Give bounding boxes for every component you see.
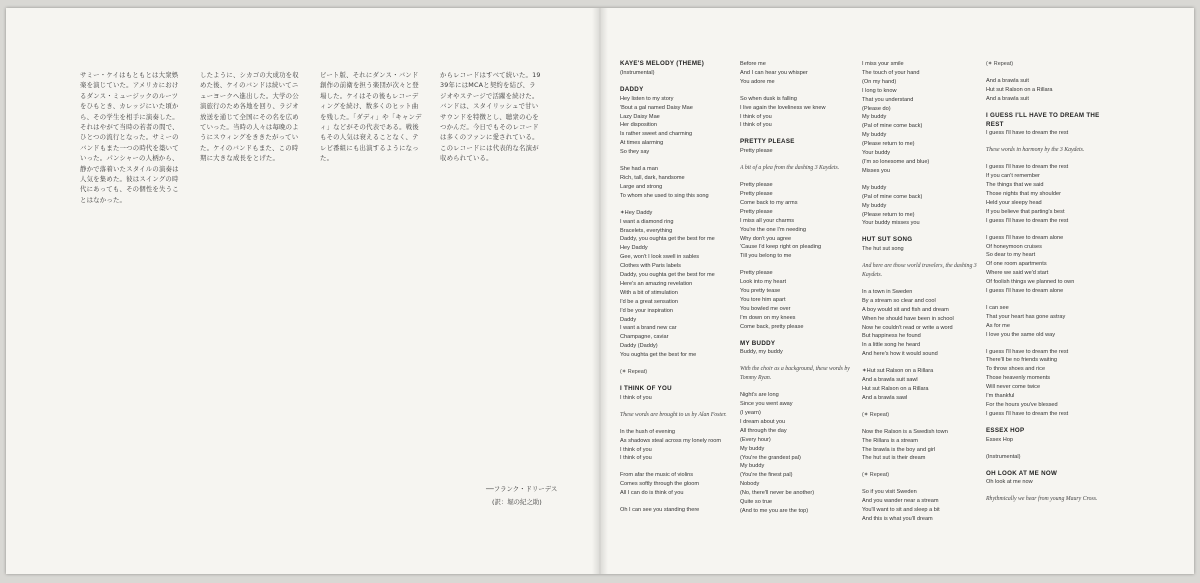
lyric-line: Hut sut Ralson on a Rillara — [986, 86, 1053, 93]
song-title: HUT SUT SONG — [862, 236, 913, 244]
lyric-line: (No, there'll never be another) — [740, 490, 815, 497]
lyric-line: Now he couldn't read or write a word — [862, 324, 953, 331]
lyric-line: Champagne, caviar — [620, 334, 669, 341]
lyric-line: You'll want to sit and sleep a bit — [862, 507, 940, 514]
translator-signature: ──フランク・ドリーデス — [486, 485, 558, 493]
line-spacer — [862, 280, 980, 288]
line-spacer — [986, 138, 1104, 146]
line-spacer — [862, 420, 980, 428]
lyric-line: ✶Hey Daddy — [620, 209, 653, 216]
performer-note: These words in harmony by the 3 Kaydets. — [986, 147, 1085, 154]
lyric-line: Now the Ralson is a Swedish town — [862, 428, 948, 435]
repeat-marker: (✶ Repeat) — [620, 369, 647, 376]
lyric-line: I'd be a great sensation — [620, 298, 678, 305]
lyric-line: Will never come twice — [986, 384, 1041, 391]
line-spacer — [862, 403, 980, 411]
lyric-line: 'Cause I'd keep right on pleading — [740, 244, 822, 251]
lyric-line: (I yearn) — [740, 410, 761, 416]
line-spacer — [740, 156, 858, 164]
lyric-line: Her disposition — [620, 122, 657, 129]
repeat-marker: (✶ Repeat) — [862, 411, 889, 418]
lyric-line: All through the day — [740, 427, 787, 434]
lyric-line: I'd be your inspiration — [620, 307, 673, 314]
lyric-line: I'm down on my knees — [740, 314, 796, 321]
lyric-line: Come back, pretty please — [740, 323, 804, 330]
lyric-line: (Pal of mine come back) — [862, 193, 923, 200]
lyric-line: Essex Hop — [986, 436, 1014, 443]
lyric-line: Till you belong to me — [740, 253, 792, 260]
lyric-line: In a little song he heard — [862, 342, 921, 349]
liner-notes-column-1 — [80, 70, 182, 550]
lyric-line: My buddy — [862, 202, 887, 209]
line-spacer — [986, 226, 1104, 234]
lyric-line: Daddy, you oughta get the best for me — [620, 272, 715, 279]
lyric-line: I guess I'll have to dream alone — [986, 234, 1064, 241]
song-title: KAYE'S MELODY (THEME) — [620, 60, 705, 67]
lyric-line: I miss your smile — [862, 61, 904, 67]
lyric-line: Your buddy misses you — [862, 220, 920, 227]
performer-note: Rhythmically we hear from young Maury Cross. — [986, 496, 1098, 503]
lyric-line: (Instrumental) — [986, 453, 1021, 460]
lyric-line: You're the one I'm needing — [740, 226, 806, 233]
lyric-line: (Please do) — [862, 105, 891, 112]
lyric-line: When he should have been in school — [862, 315, 954, 322]
lyric-line: I guess I'll have to dream the rest — [986, 217, 1069, 224]
lyric-line: At times alarming — [620, 140, 664, 147]
repeat-marker: (✶ Repeat) — [986, 61, 1013, 67]
lyric-line: I want a diamond ring — [620, 218, 674, 225]
performer-note: With the choir as a background, these words by Tommy Ryan. — [740, 366, 850, 382]
lyric-line: Rich, tall, dark, handsome — [620, 174, 685, 181]
line-spacer — [740, 332, 858, 340]
lyrics-column-1 — [620, 60, 738, 570]
line-spacer — [862, 254, 980, 262]
lyric-line: To throw shoes and rice — [986, 366, 1046, 373]
lyric-line: In a town in Sweden — [862, 288, 913, 295]
lyric-line: To whom she used to sing this song — [620, 192, 709, 199]
line-spacer — [620, 403, 738, 411]
line-spacer — [862, 480, 980, 488]
lyric-line: In the hush of evening — [620, 428, 676, 435]
lyric-line: I guess I'll have to dream alone — [986, 288, 1064, 295]
lyric-line: I think of you — [740, 122, 772, 129]
lyric-line: The hut sut song — [862, 246, 904, 253]
liner-notes-column-2 — [200, 70, 302, 550]
lyric-line: All I can do is think of you — [620, 490, 684, 497]
lyric-line: Gee, won't I look swell in sables — [620, 254, 700, 261]
lyric-line: Pretty please — [740, 208, 773, 215]
lyric-line: I think of you — [620, 455, 652, 462]
lyric-line: And a brawla suit sawl — [862, 377, 918, 384]
lyric-line: For the hours you've blessed — [986, 402, 1058, 408]
lyric-line: I live again the loveliness we knew — [740, 104, 826, 111]
lyric-line: The brawla is the boy and girl — [862, 446, 936, 453]
song-title: DADDY — [620, 85, 644, 93]
line-spacer — [740, 173, 858, 181]
lyric-line: The hut sut is their dream — [862, 455, 926, 462]
lyric-line: Since you went away — [740, 401, 793, 408]
lyric-line: My buddy — [862, 184, 887, 191]
lyric-line: And a brawla sawl — [862, 394, 908, 401]
lyric-line: (Please return to me) — [862, 211, 915, 218]
line-spacer — [986, 419, 1104, 427]
song-title: OH LOOK AT ME NOW — [986, 469, 1058, 477]
lyrics-column-3 — [862, 60, 980, 570]
liner-notes-column-3 — [320, 70, 422, 550]
lyric-line: ✶Hut sut Ralson on a Rillara — [862, 368, 934, 375]
lyric-line: You bowled me over — [740, 305, 791, 312]
lyric-line: Lazy Daisy Mae — [620, 113, 660, 120]
song-title: ESSEX HOP — [986, 426, 1025, 434]
line-spacer — [620, 157, 738, 165]
repeat-marker: (✶ Repeat) — [862, 472, 889, 479]
lyric-line: Daddy (Daddy) — [620, 343, 658, 350]
lyric-line: (And to me you are the top) — [740, 507, 809, 514]
lyric-line: I can see — [986, 304, 1009, 311]
line-spacer — [986, 296, 1104, 304]
lyric-line: I guess I'll have to dream the rest — [986, 130, 1069, 137]
lyric-line: My buddy — [740, 445, 765, 452]
lyric-line: Here's an amazing revelation — [620, 280, 693, 287]
line-spacer — [620, 201, 738, 209]
line-spacer — [986, 104, 1104, 112]
lyric-line: I dream about you — [740, 418, 786, 425]
lyric-line: Large and strong — [620, 183, 663, 190]
lyric-line: Look into my heart — [740, 279, 787, 286]
lyric-line: Daddy — [620, 316, 637, 323]
lyric-line: Come back to my arms — [740, 199, 798, 206]
song-title: PRETTY PLEASE — [740, 138, 795, 146]
lyric-line: By a stream so clear and cool — [862, 297, 936, 304]
lyric-line: (You're the grandest pal) — [740, 454, 801, 461]
lyric-line: Oh look at me now — [986, 479, 1033, 486]
lyric-line: Hey listen to my story — [620, 95, 674, 102]
lyric-line: Pretty please — [740, 182, 773, 189]
lyric-line: I love you the same old way — [986, 331, 1056, 338]
line-spacer — [986, 462, 1104, 470]
lyric-line: From afar the music of violins — [620, 472, 694, 479]
lyric-line: Daddy, you oughta get the best for me — [620, 236, 715, 243]
lyric-line: And here's how it would sound — [862, 351, 938, 358]
lyric-line: Quite so true — [740, 499, 773, 506]
lyric-line: And this is what you'll dream — [862, 515, 933, 522]
line-spacer — [986, 155, 1104, 163]
center-fold — [592, 8, 608, 574]
lyric-line: I guess I'll have to dream the rest — [986, 164, 1069, 171]
lyric-line: Night's are long — [740, 392, 779, 399]
lyric-line: (You're the finest pal) — [740, 472, 793, 479]
song-title: I THINK OF YOU — [620, 385, 672, 392]
translator-credit: (訳：堀の紀之助) — [492, 498, 542, 506]
lyric-line: You adore me — [740, 78, 775, 85]
liner-notes-column-4 — [440, 70, 542, 470]
lyric-line: Hey Daddy — [620, 245, 648, 252]
lyric-line: Of one room apartments — [986, 261, 1047, 268]
lyric-line: I think of you — [620, 446, 652, 453]
song-title: MY BUDDY — [740, 339, 776, 347]
liner-notes-text: ビート版、それにダンス・バンド創作の前衛を担う楽団が次々と登場した。ケイはその後もレコーディングを続け、数多くのヒット曲を残した。「ダディ」や「キャンディ」などがその代表である。戦後もその人気は衰えることなく、テレビ番組にも出演するようになった。 — [320, 71, 422, 163]
lyric-line: Why don't you agree — [740, 235, 792, 242]
line-spacer — [740, 87, 858, 95]
lyric-line: Nobody — [740, 481, 760, 488]
lyric-line: I guess I'll have to dream the rest — [986, 348, 1069, 355]
line-spacer — [862, 228, 980, 236]
line-spacer — [986, 340, 1104, 348]
lyric-line: Held your sleepy head — [986, 199, 1042, 206]
line-spacer — [740, 357, 858, 365]
line-spacer — [620, 360, 738, 368]
lyric-line: The Rillara is a stream — [862, 437, 918, 444]
line-spacer — [620, 463, 738, 471]
lyric-line: I think of you — [620, 394, 652, 401]
lyric-line: Misses you — [862, 167, 890, 174]
lyric-line: As for me — [986, 322, 1010, 329]
lyric-line: If you can't remember — [986, 173, 1040, 180]
lyric-line: So they say — [620, 149, 650, 156]
line-spacer — [862, 359, 980, 367]
lyric-line: If you believe that parting's best — [986, 208, 1065, 215]
lyric-line: (Instrumental) — [620, 69, 655, 76]
lyric-line: Those nights that my shoulder — [986, 190, 1061, 197]
lyric-line: My buddy — [862, 132, 887, 139]
lyric-line: My buddy — [862, 114, 887, 121]
lyric-line: Pretty please — [740, 190, 773, 197]
lyric-line: Buddy, my buddy — [740, 349, 783, 356]
line-spacer — [740, 261, 858, 269]
lyric-line: Before me — [740, 61, 766, 67]
lyric-line: Of foolish things we planned to own — [986, 279, 1075, 286]
lyric-line: (Every hour) — [740, 436, 771, 443]
line-spacer — [862, 463, 980, 471]
lyric-line: (Pal of mine come back) — [862, 123, 923, 130]
lyric-line: So dear to my heart — [986, 252, 1036, 259]
lyric-line: I guess I'll have to dream the rest — [986, 410, 1069, 417]
lyric-line: So when dusk is falling — [740, 95, 797, 102]
lyric-line: Bracelets, everything — [620, 227, 673, 234]
lyric-line: Clothes with Paris labels — [620, 263, 681, 270]
lyric-line: I want a brand new car — [620, 325, 677, 332]
lyric-line: Pretty please — [740, 270, 773, 277]
lyric-line: A boy would sit and fish and dream — [862, 306, 949, 313]
lyric-line: Is rather sweet and charming — [620, 131, 693, 138]
lyric-line: I'm thankful — [986, 393, 1015, 400]
lyric-line: Oh I can see you standing there — [620, 507, 700, 514]
line-spacer — [620, 78, 738, 86]
line-spacer — [862, 176, 980, 184]
lyric-line: That your heart has gone astray — [986, 313, 1066, 320]
lyric-line: And I can hear you whisper — [740, 69, 808, 76]
lyric-line: But happiness he found — [862, 333, 921, 340]
lyric-line: Of honeymoon cruises — [986, 243, 1042, 250]
lyric-line: (Please return to me) — [862, 141, 915, 148]
lyric-line: (On my hand) — [862, 78, 897, 85]
lyric-line: She had a man — [620, 166, 658, 173]
lyric-line: I miss all your charms — [740, 217, 795, 224]
lyric-line: Those heavenly moments — [986, 375, 1051, 382]
line-spacer — [620, 420, 738, 428]
liner-notes-text: サミー・ケイはもともとは大衆娯楽を演じていた。アメリカにおけるダンス・ミュージックのルーツをひもとき、カレッジにいた頃から、その学生を相手に演奏した。それはやがて当時の若者の間で、ひとつの流行となった。サミーのバンドもまた一つの時代を築いていった。パンシャーの人柄から、静かで落着いたスタイルの演奏は人気を集めた。彼はスイングの時代にあっても、その個性を失うことはなかった。 — [80, 71, 179, 204]
liner-notes-text: からレコードはすべて続いた。1939年にはMCAと契約を結び、ラジオやステージで活躍を続けた。バンドは、スタイリッシュで甘いサウンドを特徴とし、聴衆の心をつかんだ。今日でもそのレコードは多くのファンに愛されている。このレコードには代表的な名演が収められている。 — [440, 71, 541, 163]
line-spacer — [986, 69, 1104, 77]
lyric-line: My buddy — [740, 463, 765, 470]
lyric-line: I think of you — [740, 113, 772, 120]
lyric-line: 'Bout a gal named Daisy Mae — [620, 104, 693, 111]
lyric-line: The touch of your hand — [862, 69, 920, 76]
lyric-line: Pretty please — [740, 148, 773, 155]
lyric-line: The things that we said — [986, 182, 1044, 189]
line-spacer — [986, 445, 1104, 453]
lyric-line: Where we said we'd start — [986, 270, 1049, 277]
line-spacer — [620, 377, 738, 385]
lyrics-column-4 — [986, 60, 1104, 570]
lyric-line: (I'm so lonesome and blue) — [862, 158, 930, 165]
performer-note: And here are those world travelers, the dashing 3 Kaydets. — [862, 263, 977, 279]
lyrics-column-2 — [740, 60, 858, 570]
song-title: I GUESS I'LL HAVE TO DREAM THE REST — [986, 111, 1100, 128]
line-spacer — [620, 498, 738, 506]
lyric-line: I long to know — [862, 87, 897, 94]
lyric-line: And a brawla suit — [986, 77, 1029, 84]
performer-note: A bit of a plea from the dashing 3 Kaydets. — [740, 165, 840, 172]
lyric-line: With a bit of stimulation — [620, 289, 678, 296]
lyric-line: As shadows steal across my lonely room — [620, 437, 722, 444]
lyric-line: Your buddy — [862, 150, 891, 157]
lyric-line: And you wander near a stream — [862, 498, 939, 505]
lyric-line: You tore him apart — [740, 296, 786, 303]
lyric-line: And a brawla suit — [986, 95, 1029, 102]
liner-notes-text: したように、シカゴの大成功を収めた後、ケイのバンドは続いてニューヨークへ進出した。大学の公演旅行のため各地を回り、ラジオ放送を通じて全国にその名を広めていった。当時の人々は毎晩のようにスウィングをききたがっていた。ケイのバンドもまた、この時期に大きな成長をとげた。 — [200, 71, 299, 163]
lyric-line: That you understand — [862, 96, 914, 103]
lyric-line: There'll be no friends waiting — [986, 357, 1058, 364]
lyric-line: You pretty tease — [740, 288, 781, 295]
line-spacer — [740, 383, 858, 391]
lyric-line: So if you visit Sweden — [862, 489, 917, 496]
lyric-line: You oughta get the best for me — [620, 352, 697, 359]
lyric-line: Hut sut Ralson on a Rillara — [862, 386, 929, 392]
performer-note: These words are brought to us by Alan Foster. — [620, 411, 727, 418]
line-spacer — [986, 487, 1104, 495]
line-spacer — [740, 130, 858, 138]
lyric-line: Comes softly through the gloom — [620, 481, 699, 488]
